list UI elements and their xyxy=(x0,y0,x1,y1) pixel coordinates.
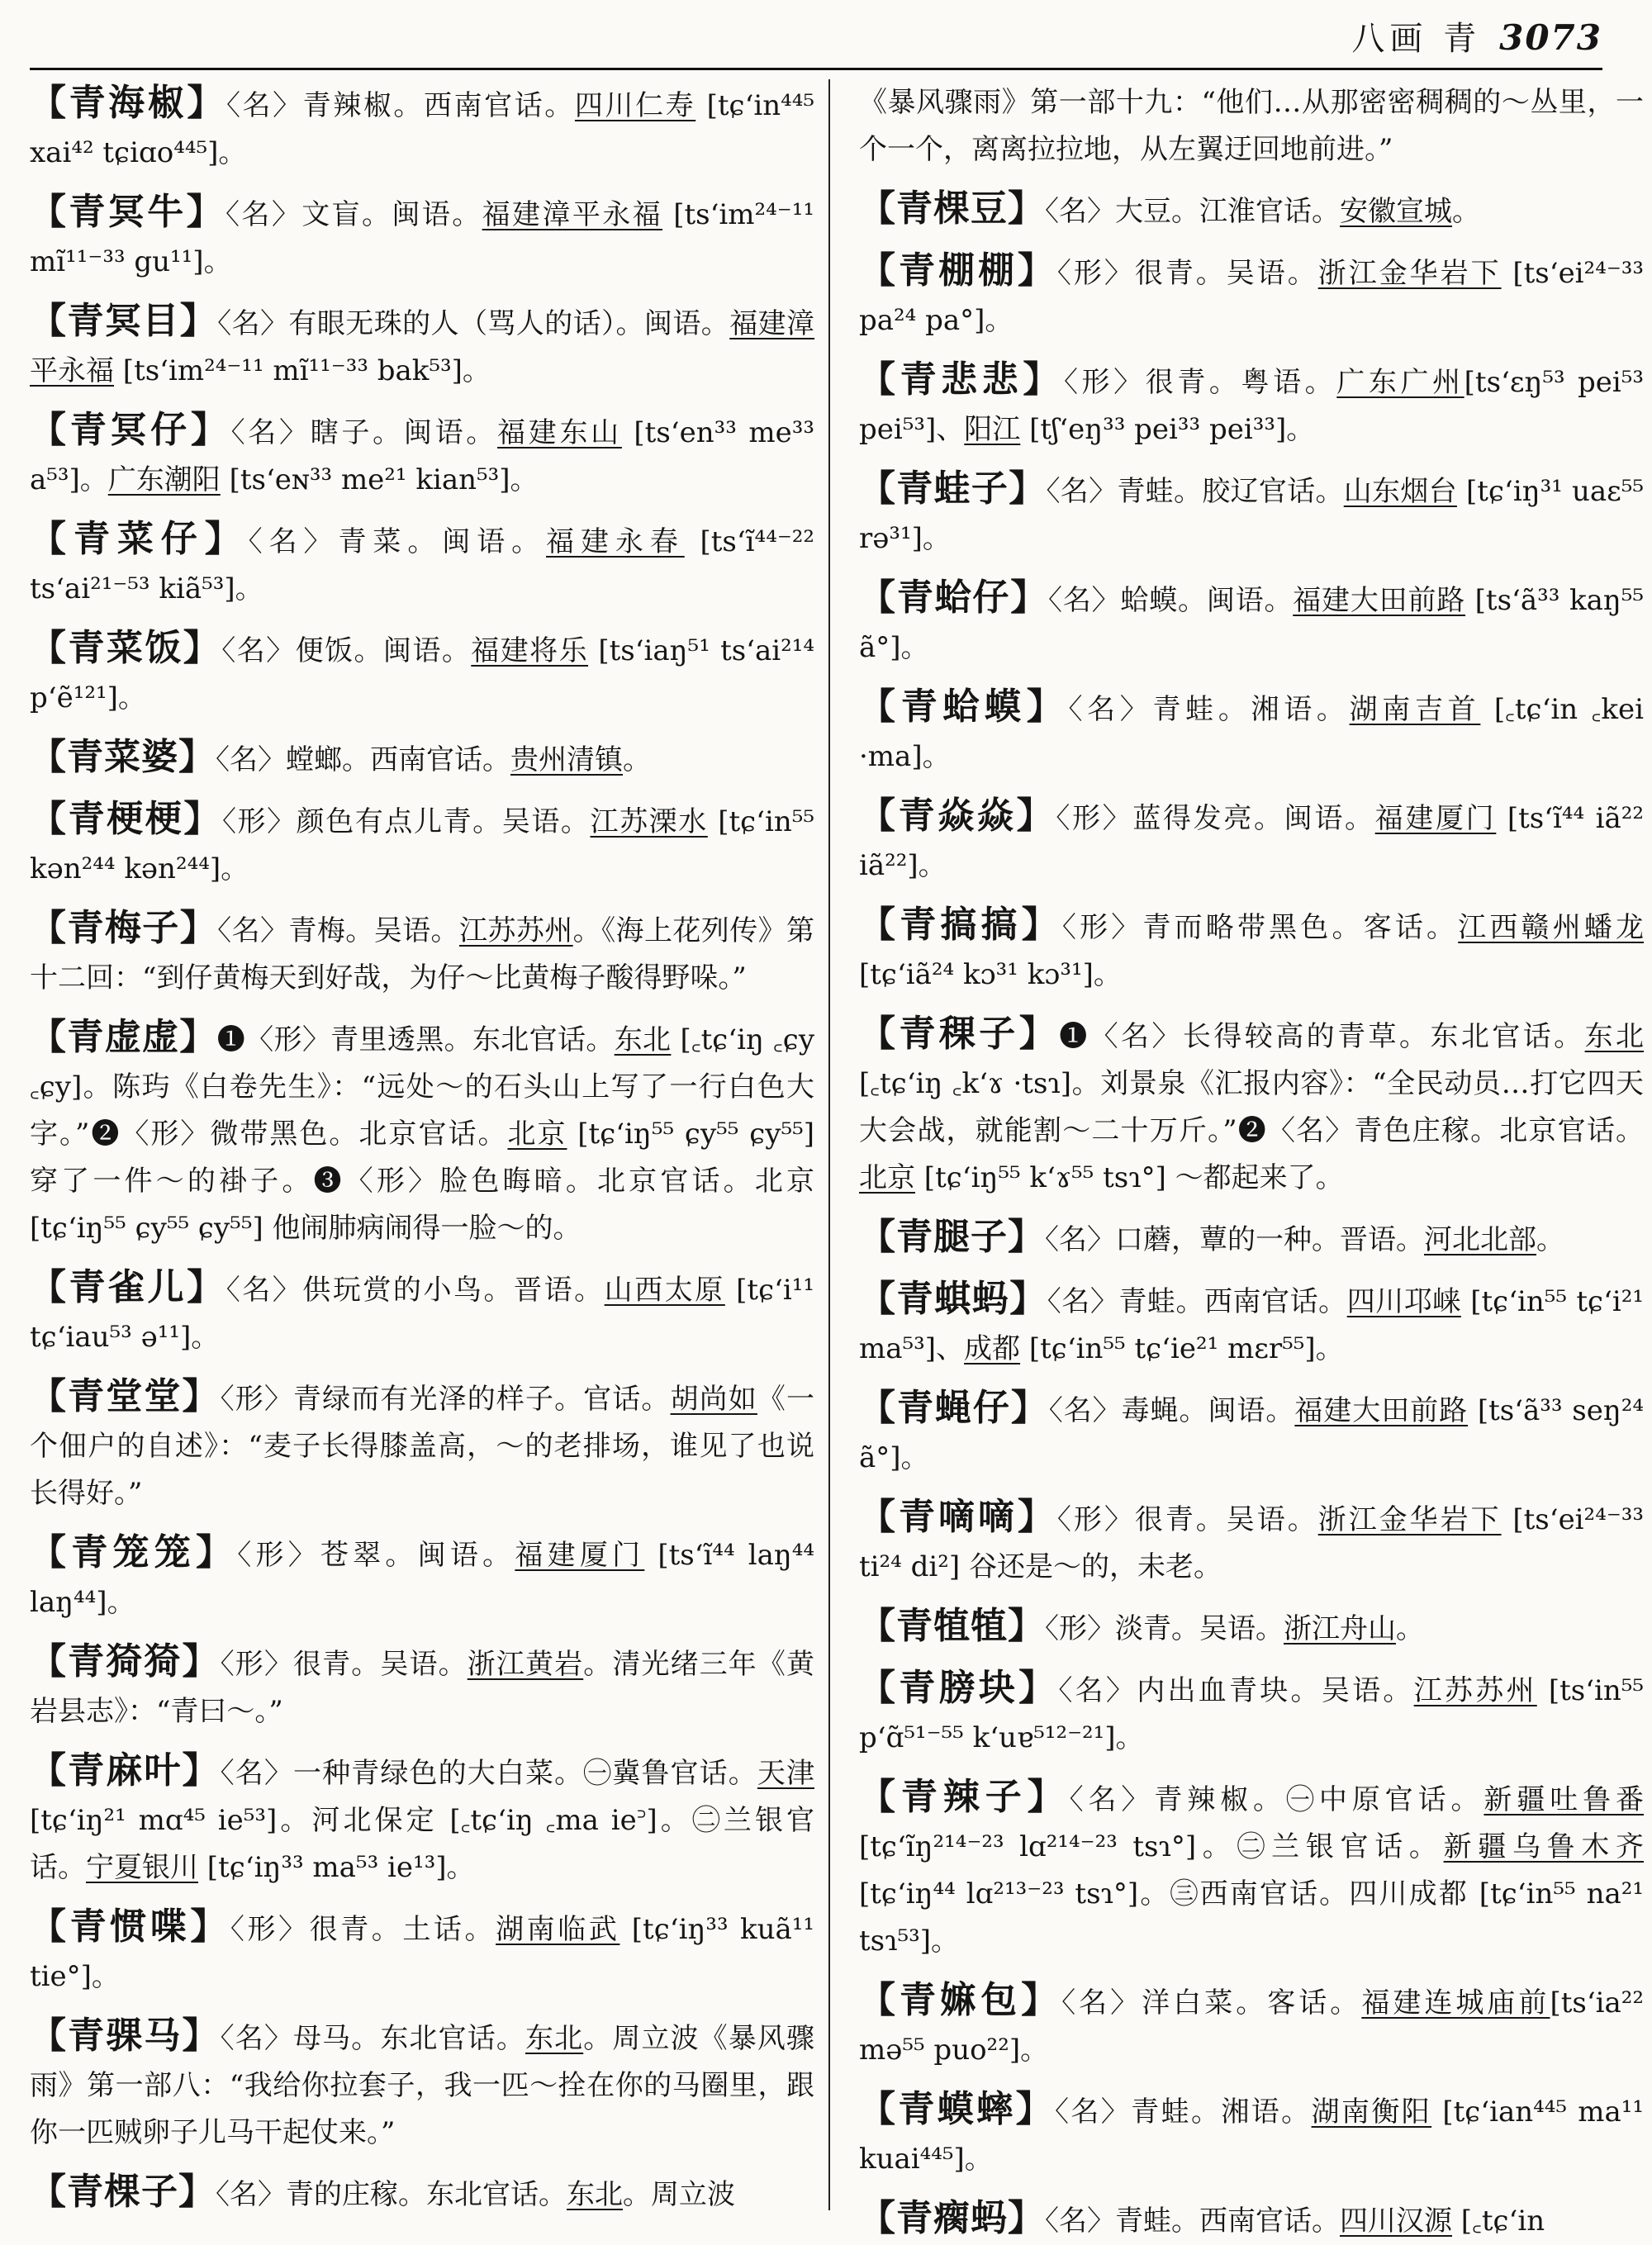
headword-text: 青蛙子 xyxy=(896,468,1009,510)
dictionary-entry xyxy=(30,733,814,784)
dictionary-entry xyxy=(30,1638,814,1735)
entry-definition: 〈名〉青蛙。西南官话。 xyxy=(1047,1285,1347,1318)
dictionary-entry xyxy=(30,188,814,286)
dictionary-entry xyxy=(30,1529,814,1626)
entry-headword: 【青瘸蚂】 xyxy=(859,2197,1045,2239)
entry-definition: 〈形〉很青。土话。 xyxy=(230,1913,496,1946)
dictionary-entry xyxy=(30,2168,814,2219)
headword-text: 青雀儿 xyxy=(69,1266,188,1308)
entry-definition: 〈形〉很青。粤语。 xyxy=(1063,366,1337,399)
entry-headword: 【青棵子】 xyxy=(30,2171,216,2213)
headword-text: 青瘸蚂 xyxy=(896,2197,1008,2239)
entry-location: 江苏溧水 xyxy=(590,805,708,838)
entry-headword: 【青笼笼】 xyxy=(30,1531,238,1573)
entry-location: 天津 xyxy=(757,1757,815,1790)
entry-definition: 〈名〉一种青绿色的大白菜。㊀冀鲁官话。 xyxy=(220,1757,757,1790)
headword-text: 青猗猗 xyxy=(68,1640,183,1683)
dictionary-entry xyxy=(30,904,814,1002)
entry-pronunciation: [tɕʻiã²⁴ kɔ³¹ kɔ³¹]。 xyxy=(859,958,1122,991)
entry-headword: 【青棵豆】 xyxy=(859,187,1045,230)
headword-text: 青冥牛 xyxy=(69,191,187,233)
entry-pronunciation: [tsʻim²⁴⁻¹¹ mĩ¹¹⁻³³ gu¹¹]。 xyxy=(30,198,815,278)
entry-definition: 〈名〉青蛙。胶辽官话。 xyxy=(1046,475,1344,508)
entry-location: 江苏苏州 xyxy=(458,914,573,947)
entry-location: 福建东山 xyxy=(497,416,622,449)
entry-definition: 《暴风骤雨》第一部十九：“他们…从那密密稠稠的～丛里，一个一个，离离拉拉地，从左翼迂回地前进。” xyxy=(859,86,1644,166)
headword-text: 青笼笼 xyxy=(71,1531,196,1573)
entry-pronunciation: [tɕʻiŋ³³ ma⁵³ ie¹³]。 xyxy=(198,1851,475,1884)
entry-headword: 【青冥目】 xyxy=(30,300,218,342)
dictionary-entry xyxy=(859,683,1644,781)
entry-pronunciation: 。《海上花列传》第十二回：“到仔黄梅天到好哉，为仔～比黄梅子酸得野哚。” xyxy=(30,914,815,994)
entry-location: 四川仁寿 xyxy=(574,89,696,122)
entry-location: 福建连城庙前 xyxy=(1361,1986,1550,2020)
entry-definition: 〈名〉青辣椒。㊀中原官话。 xyxy=(1069,1783,1484,1816)
entry-location: 成都 xyxy=(964,1332,1021,1365)
entry-headword: 【青梅子】 xyxy=(30,907,218,949)
entry-headword: 【青菜饭】 xyxy=(30,627,222,669)
entry-location: 福建将乐 xyxy=(471,634,589,667)
entry-location: 浙江黄岩 xyxy=(467,1648,584,1681)
entry-location: 福建漳平永福 xyxy=(482,198,663,231)
entry-headword: 【青麻叶】 xyxy=(30,1749,221,1792)
entry-headword: 【青腿子】 xyxy=(859,1216,1045,1258)
headword-text: 青惯喋 xyxy=(69,1906,191,1948)
entry-pronunciation: [tsʻei²⁴⁻³³ pa²⁴ pa°]。 xyxy=(859,257,1645,337)
entry-definition: 〈形〉蓝得发亮。闽语。 xyxy=(1056,802,1375,835)
dictionary-entry xyxy=(30,1264,814,1361)
headword-text: 青菜仔 xyxy=(73,518,205,560)
entry-pronunciation: [tɕʻĩŋ²¹⁴⁻²³ lɑ²¹⁴⁻²³ tsɿ°]。㊁兰银官话。 xyxy=(859,1830,1444,1863)
entry-pronunciation: [꜀tɕʻin ꜀kei ·ma]。 xyxy=(859,693,1645,773)
headword-text: 青蝇仔 xyxy=(896,1387,1011,1429)
entry-pronunciation: [tɕʻiŋ³³ kuã¹¹ tie°]。 xyxy=(30,1913,815,1993)
dictionary-entry xyxy=(859,247,1644,344)
dictionary-entry xyxy=(859,574,1644,672)
entry-headword: 【青犆犆】 xyxy=(859,1605,1045,1647)
dictionary-entry xyxy=(859,792,1644,890)
entry-location: 福建大田前路 xyxy=(1294,1394,1469,1427)
entry-definition: 〈形〉颜色有点儿青。吴语。 xyxy=(221,805,591,838)
headword-text: 青嫲包 xyxy=(900,1979,1022,2021)
entry-definition: 〈名〉青蛙。湘语。 xyxy=(1068,693,1350,726)
headword-text: 青菜婆 xyxy=(67,736,178,778)
entry-location: 福建永春 xyxy=(546,525,685,558)
entry-headword: 【青悲悲】 xyxy=(859,358,1064,401)
headword-text: 青堂堂 xyxy=(68,1375,183,1417)
entry-definition: 〈名〉青蛙。湘语。 xyxy=(1055,2095,1312,2129)
dictionary-entry xyxy=(30,1747,814,1891)
entry-pronunciation: 。 xyxy=(623,743,651,776)
entry-location: 北京 xyxy=(859,1161,915,1194)
entry-definition: 〈名〉青蛙。西南官话。 xyxy=(1045,2205,1340,2238)
entry-location: 山西太原 xyxy=(604,1274,725,1307)
entry-headword: 【青蛤蟆】 xyxy=(859,686,1069,728)
entry-headword: 【青虚虚】 xyxy=(30,1016,217,1058)
entry-location: 江苏苏州 xyxy=(1413,1674,1537,1707)
entry-location: 东北 xyxy=(1584,1020,1645,1053)
entry-definition: 〈名〉青梅。吴语。 xyxy=(217,914,459,947)
entry-headword: 【青蛤仔】 xyxy=(859,577,1049,619)
headword-text: 青蛤蟆 xyxy=(900,686,1027,728)
entry-headword: 【青菜婆】 xyxy=(30,736,216,778)
entry-definition: 〈名〉洋白菜。客话。 xyxy=(1061,1986,1362,2020)
entry-location: 浙江金华岩下 xyxy=(1317,1503,1502,1536)
right-column xyxy=(859,79,1645,2239)
entry-pronunciation: 《一个佃户的自述》：“麦子长得膝盖高，～的老排场，谁见了也说长得好。” xyxy=(30,1383,815,1510)
entry-location: 福建厦门 xyxy=(515,1539,645,1572)
entry-definition: 〈名〉毒蝇。闽语。 xyxy=(1048,1394,1295,1427)
dictionary-entry xyxy=(30,297,814,395)
entry-pronunciation: [tsʻĩ⁴⁴ iã²² iã²²]。 xyxy=(859,802,1645,882)
headword-text: 青膀块 xyxy=(899,1667,1019,1709)
entry-headword: 【青梗梗】 xyxy=(30,798,222,840)
headword-text: 青嘀嘀 xyxy=(898,1496,1018,1538)
headword-text: 青辣子 xyxy=(900,1776,1028,1818)
entry-location: 湖南吉首 xyxy=(1349,693,1481,726)
left-column xyxy=(30,79,815,2213)
entry-location: 福建大田前路 xyxy=(1293,584,1466,617)
entry-definition: ❶〈形〉青里透黑。东北官话。 xyxy=(216,1023,615,1056)
entry-pronunciation: [tsʻɛŋ⁵³ pei⁵³ pei⁵³]、 xyxy=(859,366,1645,446)
entry-location: 广东潮阳 xyxy=(107,463,221,496)
dictionary-entry xyxy=(859,1010,1644,1202)
entry-pronunciation: 。清光绪三年《黄岩县志》：“青曰～。” xyxy=(30,1648,815,1728)
entry-location: 东北 xyxy=(525,2022,584,2055)
headword-text: 青棚棚 xyxy=(898,249,1018,292)
entry-location: 北京 xyxy=(507,1118,567,1151)
headword-text: 青梗梗 xyxy=(68,798,184,840)
entry-pronunciation: [꜀tɕʻin xyxy=(1452,2205,1545,2238)
entry-headword: 【青嫲包】 xyxy=(859,1979,1062,2021)
entry-definition: 〈名〉瞎子。闽语。 xyxy=(230,416,498,449)
entry-pronunciation: [tsʻen³³ me³³ a⁵³]。 xyxy=(30,416,815,496)
dictionary-entry xyxy=(30,1903,814,2001)
dictionary-entry xyxy=(30,79,814,177)
entry-location: 新疆乌鲁木齐 xyxy=(1443,1830,1645,1863)
entry-definition: 〈形〉苍翠。闽语。 xyxy=(237,1539,515,1572)
entry-location: 安徽宣城 xyxy=(1340,195,1452,228)
entry-headword: 【青焱焱】 xyxy=(859,795,1056,837)
headword-text: 青梅子 xyxy=(67,907,180,949)
entry-headword: 【青惯喋】 xyxy=(30,1906,230,1948)
entry-pronunciation: [tsʻeɴ³³ me²¹ kian⁵³]。 xyxy=(220,463,539,496)
headword-text: 青棵子 xyxy=(67,2171,178,2213)
dictionary-entry xyxy=(859,185,1644,235)
entry-pronunciation: [꜀tɕʻiŋ ꜀kʻɤ ·tsɿ]。刘景泉《汇报内容》：“全民动员…打它四天大会战，就能割～二十万斤。”❷〈名〉青色庄稼。北京官话。 xyxy=(859,1067,1644,1147)
dictionary-entry xyxy=(859,2086,1644,2183)
entry-pronunciation: 。 xyxy=(1452,195,1480,228)
entry-pronunciation: [tsʻã³³ seŋ²⁴ ã°]。 xyxy=(859,1394,1645,1474)
entry-location: 福建厦门 xyxy=(1374,802,1497,835)
entry-headword: 【青棚棚】 xyxy=(859,249,1057,292)
entry-pronunciation: 。周立波 xyxy=(623,2178,735,2211)
entry-location: 湖南衡阳 xyxy=(1311,2095,1432,2129)
dictionary-entry xyxy=(859,901,1644,999)
entry-definition: 〈形〉青绿而有光泽的样子。官话。 xyxy=(220,1383,671,1416)
entry-headword: 【青骒马】 xyxy=(30,2015,221,2057)
entry-location: 四川汉源 xyxy=(1340,2205,1452,2238)
entry-pronunciation: [tɕʻin⁴⁴⁵ xai⁴² tɕiɑo⁴⁴⁵]。 xyxy=(30,89,815,169)
entry-pronunciation: [tɕʻiŋ²¹ mɑ⁴⁵ ie⁵³]。河北保定 [꜀tɕʻiŋ ꜀ma ie꜄]。㊁兰银官话。 xyxy=(30,1804,814,1884)
section-label: 八画 青 xyxy=(1351,20,1482,58)
dictionary-entry xyxy=(30,795,814,893)
entry-pronunciation: [tsʻiaŋ⁵¹ tsʻai²¹⁴ pʻẽ¹²¹]。 xyxy=(30,634,815,714)
headword-text: 青棵豆 xyxy=(896,187,1008,230)
entry-pronunciation: [tsʻin⁵⁵ pʻɑ̃⁵¹⁻⁵⁵ kʻuɐ⁵¹²⁻²¹]。 xyxy=(859,1674,1645,1754)
dictionary-entry xyxy=(30,515,814,613)
entry-headword: 【青雀儿】 xyxy=(30,1266,226,1308)
headword-text: 青麻叶 xyxy=(68,1749,183,1792)
dictionary-entry xyxy=(859,1977,1644,2074)
entry-headword: 【青海椒】 xyxy=(30,82,226,124)
entry-location: 广东广州 xyxy=(1336,366,1464,399)
entry-headword: 【青堂堂】 xyxy=(30,1375,221,1417)
dictionary-entry xyxy=(30,1013,814,1252)
entry-location: 浙江金华岩下 xyxy=(1317,257,1502,290)
entry-pronunciation: [tsʻia²² mə⁵⁵ puo²²]。 xyxy=(859,1986,1645,2067)
entry-pronunciation: [tɕʻin⁵⁵ kən²⁴⁴ kən²⁴⁴]。 xyxy=(30,805,815,885)
entry-location: 浙江舟山 xyxy=(1284,1612,1396,1645)
entry-definition: 〈形〉很青。吴语。 xyxy=(1056,1503,1318,1536)
entry-headword: 【青嘀嘀】 xyxy=(859,1496,1057,1538)
headword-text: 青虚虚 xyxy=(67,1016,180,1058)
headword-text: 青蟆蟀 xyxy=(898,2088,1016,2130)
entry-location: 宁夏银川 xyxy=(86,1851,198,1884)
entry-pronunciation: 。 xyxy=(1396,1612,1424,1645)
entry-headword: 【青辣子】 xyxy=(859,1776,1070,1818)
entry-location: 贵州清镇 xyxy=(510,743,623,776)
entry-headword: 【青稞子】 xyxy=(859,1013,1060,1055)
entry-definition: 〈名〉青菜。闽语。 xyxy=(248,525,547,558)
entry-definition: 〈名〉母马。东北官话。 xyxy=(220,2022,525,2055)
entry-headword: 【青蛙子】 xyxy=(859,468,1047,510)
entry-definition: 〈名〉蛤蟆。闽语。 xyxy=(1048,584,1294,617)
entry-headword: 【青膀块】 xyxy=(859,1667,1059,1709)
entry-pronunciation: 。周立波《暴风骤雨》第一部八：“我给你拉套子，我一匹～拴在你的马圈里，跟你一匹贼卵子儿马干起仗来。” xyxy=(30,2022,815,2149)
dictionary-entry xyxy=(30,406,814,504)
entry-definition: 〈形〉很青。吴语。 xyxy=(1056,257,1318,290)
dictionary-entry xyxy=(859,1664,1644,1762)
headword-text: 青腿子 xyxy=(896,1216,1008,1258)
entry-pronunciation: [tɕʻiŋ³¹ uaɛ⁵⁵ rə³¹]。 xyxy=(859,475,1644,555)
entry-definition: 〈名〉大豆。江淮官话。 xyxy=(1045,195,1340,228)
entry-location: 阳江 xyxy=(964,413,1021,446)
dictionary-entry xyxy=(30,624,814,722)
entry-definition: 〈名〉青辣椒。西南官话。 xyxy=(225,89,575,122)
dictionary-entry xyxy=(859,1213,1644,1264)
entry-location: 江西赣州蟠龙 xyxy=(1458,911,1645,944)
dictionary-entry xyxy=(859,1602,1644,1653)
headword-text: 青焱焱 xyxy=(898,795,1017,837)
entry-definition: 〈形〉很青。吴语。 xyxy=(220,1648,468,1681)
entry-location: 东北 xyxy=(567,2178,623,2211)
entry-pronunciation: [tɕʻiŋ⁴⁴ lɑ²¹³⁻²³ tsɿ°]。㊂西南官话。四川成都 [tɕʻin⁵⁵ na²¹ tsɿ⁵³]。 xyxy=(859,1877,1644,1958)
entry-location: 河北北部 xyxy=(1424,1223,1536,1256)
headword-text: 青菜饭 xyxy=(68,627,183,669)
entry-headword: 【青蜞蚂】 xyxy=(859,1278,1047,1320)
entry-pronunciation: [tsʻĩ⁴⁴⁻²² tsʻai²¹⁻⁵³ kiã⁵³]。 xyxy=(30,525,815,605)
page-header xyxy=(30,15,1602,70)
entry-location: 胡尚如 xyxy=(670,1383,757,1416)
dictionary-entry xyxy=(859,79,1644,173)
dictionary-entry xyxy=(859,1384,1644,1482)
column-divider xyxy=(828,79,830,2210)
entry-headword: 【青蝇仔】 xyxy=(859,1387,1049,1429)
entry-headword: 【青蟆蟀】 xyxy=(859,2088,1055,2130)
entry-pronunciation: [tsʻã³³ kaŋ⁵⁵ ã°]。 xyxy=(859,584,1645,664)
entry-location: 福建漳平永福 xyxy=(30,307,815,387)
dictionary-entry xyxy=(859,465,1644,562)
entry-pronunciation: [꜀tɕʻiŋ ꜀ɕy ꜀ɕy]。陈玙《白卷先生》：“远处～的石头山上写了一行白色大字。”❷〈形〉微带黑色。北京官话。 xyxy=(30,1023,815,1151)
entry-definition: ❶〈名〉长得较高的青草。东北官话。 xyxy=(1059,1020,1585,1053)
header-text xyxy=(1351,12,1602,59)
headword-text: 青骒马 xyxy=(68,2015,183,2057)
entry-location: 四川邛崃 xyxy=(1346,1285,1461,1318)
entry-definition: 〈名〉螳螂。西南官话。 xyxy=(216,743,510,776)
entry-definition: 〈名〉有眼无珠的人（骂人的话）。闽语。 xyxy=(217,307,730,340)
headword-text: 青蜞蚂 xyxy=(896,1278,1010,1320)
dictionary-entry xyxy=(30,2012,814,2157)
headword-text: 青冥仔 xyxy=(69,409,191,451)
entry-headword: 【青冥仔】 xyxy=(30,409,231,451)
entry-pronunciation: [tɕʻiŋ⁵⁵ kʻɤ⁵⁵ tsɿ°] ～都起来了。 xyxy=(915,1161,1344,1194)
entry-definition: 〈名〉便饭。闽语。 xyxy=(221,634,472,667)
entry-definition: 〈形〉青而略带黑色。客话。 xyxy=(1061,911,1459,944)
headword-text: 青冥目 xyxy=(67,300,180,342)
dictionary-entry xyxy=(859,2195,1644,2245)
headword-text: 青蛤仔 xyxy=(896,577,1011,619)
entry-definition: 〈形〉淡青。吴语。 xyxy=(1045,1612,1284,1645)
entry-pronunciation: [tsʻĩ⁴⁴ laŋ⁴⁴ laŋ⁴⁴]。 xyxy=(30,1539,815,1619)
entry-pronunciation: [tsʻei²⁴⁻³³ ti²⁴ di²] 谷还是～的，未老。 xyxy=(859,1503,1645,1583)
entry-headword: 【青菜仔】 xyxy=(30,518,249,560)
entry-pronunciation: [tsʻim²⁴⁻¹¹ mĩ¹¹⁻³³ bak⁵³]。 xyxy=(114,354,491,387)
entry-pronunciation: [tɕʻi¹¹ tɕʻiau⁵³ ə¹¹]。 xyxy=(30,1274,815,1354)
page-number: 3073 xyxy=(1499,17,1602,58)
dictionary-entry xyxy=(30,1373,814,1517)
entry-headword: 【青猗猗】 xyxy=(30,1640,221,1683)
headword-text: 青悲悲 xyxy=(900,358,1023,401)
dictionary-entry xyxy=(859,1493,1644,1591)
entry-definition: 〈名〉内出血青块。吴语。 xyxy=(1058,1674,1414,1707)
entry-pronunciation: [tɕʻin⁵⁵ tɕʻi²¹ ma⁵³]、 xyxy=(859,1285,1645,1365)
headword-text: 青稞子 xyxy=(899,1013,1019,1055)
dictionary-entry xyxy=(859,1275,1644,1373)
entry-location: 山东烟台 xyxy=(1343,475,1457,508)
entry-location: 新疆吐鲁番 xyxy=(1483,1783,1645,1816)
dictionary-entry xyxy=(859,1773,1644,1965)
entry-pronunciation: 。 xyxy=(1536,1223,1564,1256)
headword-text: 青海椒 xyxy=(69,82,188,124)
entry-headword: 【青搞搞】 xyxy=(859,904,1062,946)
entry-location: 湖南临武 xyxy=(496,1913,620,1946)
entry-headword: 【青冥牛】 xyxy=(30,191,226,233)
entry-pronunciation: [tɕʻin⁵⁵ tɕʻie²¹ mɛr⁵⁵]。 xyxy=(1020,1332,1344,1365)
headword-text: 青犆犆 xyxy=(896,1605,1008,1647)
entry-definition: 〈名〉文盲。闽语。 xyxy=(225,198,482,231)
entry-pronunciation: [tɕʻian⁴⁴⁵ ma¹¹ kuai⁴⁴⁵]。 xyxy=(859,2095,1645,2176)
dictionary-entry xyxy=(859,356,1644,453)
headword-text: 青搞搞 xyxy=(900,904,1022,946)
entry-pronunciation: [tɕʻiŋ⁵⁵ ɕy⁵⁵ ɕy⁵⁵] 穿了一件～的褂子。❸〈形〉脸色晦暗。北京官话。北京 [tɕʻiŋ⁵⁵ ɕy⁵⁵ ɕy⁵⁵] 他闹肺病闹得一脸～的。 xyxy=(30,1118,814,1245)
entry-definition: 〈名〉口蘑，蕈的一种。晋语。 xyxy=(1045,1223,1424,1256)
entry-definition: 〈名〉青的庄稼。东北官话。 xyxy=(216,2178,567,2211)
entry-pronunciation: [tʃʻeŋ³³ pei³³ pei³³]。 xyxy=(1020,413,1315,446)
entry-definition: 〈名〉供玩赏的小鸟。晋语。 xyxy=(225,1274,605,1307)
entry-location: 东北 xyxy=(614,1023,672,1056)
